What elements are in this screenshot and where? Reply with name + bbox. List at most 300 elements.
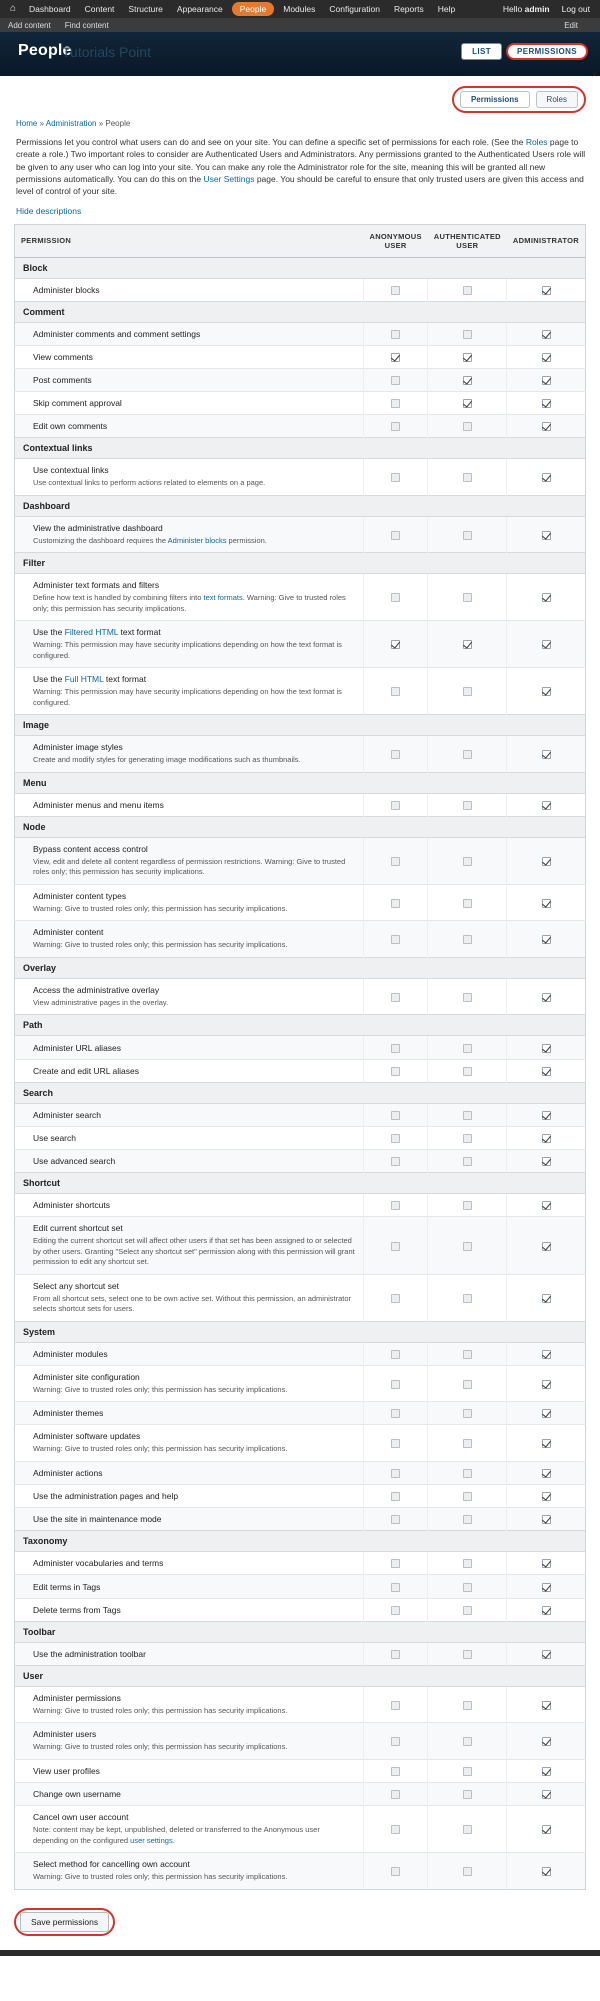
checkbox-administrator[interactable]	[542, 687, 551, 696]
permission-checkbox-cell-anonymous-user[interactable]	[363, 1485, 427, 1508]
checkbox-administrator[interactable]	[542, 993, 551, 1002]
permission-checkbox-cell-anonymous-user[interactable]	[363, 574, 427, 621]
checkbox-administrator[interactable]	[542, 1111, 551, 1120]
checkbox-administrator[interactable]	[542, 1350, 551, 1359]
permission-checkbox-cell-authenticated-user[interactable]	[428, 345, 507, 368]
checkbox-anonymous-user[interactable]	[391, 1111, 400, 1120]
permission-checkbox-cell-authenticated-user[interactable]	[428, 1723, 507, 1760]
permission-row	[15, 621, 586, 668]
toolbar-item-modules[interactable]: Modules	[283, 4, 316, 14]
checkbox-administrator[interactable]	[542, 376, 551, 385]
checkbox-administrator[interactable]	[542, 330, 551, 339]
permission-checkbox-cell-authenticated-user[interactable]	[428, 884, 507, 921]
checkbox-anonymous-user[interactable]	[391, 1380, 400, 1389]
permission-checkbox-cell-authenticated-user[interactable]	[428, 415, 507, 438]
checkbox-anonymous-user[interactable]	[391, 1559, 400, 1568]
checkbox-authenticated-user[interactable]	[463, 1825, 472, 1834]
permission-checkbox-cell-anonymous-user[interactable]	[363, 1342, 427, 1365]
checkbox-anonymous-user[interactable]	[391, 1825, 400, 1834]
permission-checkbox-cell-authenticated-user[interactable]	[428, 1425, 507, 1462]
permission-checkbox-cell-authenticated-user[interactable]	[428, 1853, 507, 1890]
checkbox-authenticated-user[interactable]	[463, 1350, 472, 1359]
permission-checkbox-cell-administrator[interactable]	[507, 1552, 586, 1575]
checkbox-authenticated-user[interactable]	[463, 1701, 472, 1710]
permission-checkbox-cell-authenticated-user[interactable]	[428, 978, 507, 1015]
permission-title-link[interactable]: Filtered HTML	[64, 627, 119, 638]
checkbox-anonymous-user[interactable]	[391, 1294, 400, 1303]
permission-checkbox-cell-administrator[interactable]	[507, 793, 586, 816]
checkbox-anonymous-user[interactable]	[391, 1583, 400, 1592]
checkbox-authenticated-user[interactable]	[463, 750, 472, 759]
permission-checkbox-cell-anonymous-user[interactable]	[363, 1782, 427, 1805]
checkbox-authenticated-user[interactable]	[463, 1606, 472, 1615]
checkbox-anonymous-user[interactable]	[391, 801, 400, 810]
checkbox-administrator[interactable]	[542, 1767, 551, 1776]
checkbox-authenticated-user[interactable]	[463, 1111, 472, 1120]
permission-checkbox-cell-authenticated-user[interactable]	[428, 368, 507, 391]
permission-checkbox-cell-anonymous-user[interactable]	[363, 1103, 427, 1126]
checkbox-anonymous-user[interactable]	[391, 353, 400, 362]
checkbox-anonymous-user[interactable]	[391, 1201, 400, 1210]
checkbox-authenticated-user[interactable]	[463, 1294, 472, 1303]
permission-checkbox-cell-administrator[interactable]	[507, 345, 586, 368]
primary-tabs[interactable]	[461, 43, 588, 60]
checkbox-administrator[interactable]	[542, 1515, 551, 1524]
permission-cell	[15, 1217, 364, 1275]
permission-checkbox-cell-administrator[interactable]	[507, 278, 586, 301]
permission-checkbox-cell-administrator[interactable]	[507, 978, 586, 1015]
permission-checkbox-cell-administrator[interactable]	[507, 415, 586, 438]
permission-checkbox-cell-authenticated-user[interactable]	[428, 1126, 507, 1149]
checkbox-anonymous-user[interactable]	[391, 1044, 400, 1053]
module-name: Filter	[15, 553, 586, 574]
checkbox-authenticated-user[interactable]	[463, 531, 472, 540]
checkbox-administrator[interactable]	[542, 801, 551, 810]
checkbox-administrator[interactable]	[542, 1559, 551, 1568]
checkbox-authenticated-user[interactable]	[463, 1650, 472, 1659]
permission-checkbox-cell-anonymous-user[interactable]	[363, 1461, 427, 1484]
checkbox-anonymous-user[interactable]	[391, 1737, 400, 1746]
checkbox-anonymous-user[interactable]	[391, 899, 400, 908]
checkbox-authenticated-user[interactable]	[463, 1790, 472, 1799]
checkbox-authenticated-user[interactable]	[463, 1492, 472, 1501]
checkbox-anonymous-user[interactable]	[391, 1867, 400, 1876]
permission-checkbox-cell-anonymous-user[interactable]	[363, 736, 427, 773]
permission-checkbox-cell-authenticated-user[interactable]	[428, 1461, 507, 1484]
checkbox-authenticated-user[interactable]	[463, 1439, 472, 1448]
secondary-tabs[interactable]	[14, 86, 586, 113]
checkbox-administrator[interactable]	[542, 1701, 551, 1710]
permission-checkbox-cell-anonymous-user[interactable]	[363, 1686, 427, 1723]
permission-checkbox-cell-administrator[interactable]	[507, 574, 586, 621]
checkbox-authenticated-user[interactable]	[463, 1867, 472, 1876]
permission-checkbox-cell-anonymous-user[interactable]	[363, 668, 427, 715]
permission-checkbox-cell-authenticated-user[interactable]	[428, 921, 507, 958]
checkbox-administrator[interactable]	[542, 857, 551, 866]
checkbox-administrator[interactable]	[542, 1439, 551, 1448]
checkbox-administrator[interactable]	[542, 353, 551, 362]
permission-checkbox-cell-authenticated-user[interactable]	[428, 1365, 507, 1402]
account-name[interactable]: admin	[524, 4, 550, 14]
permission-checkbox-cell-administrator[interactable]	[507, 1723, 586, 1760]
permission-checkbox-cell-administrator[interactable]	[507, 1274, 586, 1321]
permission-checkbox-cell-anonymous-user[interactable]	[363, 978, 427, 1015]
account-greeting	[497, 4, 556, 14]
checkbox-authenticated-user[interactable]	[463, 593, 472, 602]
permission-checkbox-cell-anonymous-user[interactable]	[363, 884, 427, 921]
checkbox-administrator[interactable]	[542, 1157, 551, 1166]
checkbox-authenticated-user[interactable]	[463, 1067, 472, 1076]
checkbox-anonymous-user[interactable]	[391, 1242, 400, 1251]
user-settings-link[interactable]: User Settings	[203, 173, 255, 184]
permission-checkbox-cell-authenticated-user[interactable]	[428, 621, 507, 668]
permission-checkbox-cell-anonymous-user[interactable]	[363, 278, 427, 301]
permission-description-link[interactable]: text formats	[203, 593, 243, 603]
permission-checkbox-cell-administrator[interactable]	[507, 921, 586, 958]
permission-checkbox-cell-anonymous-user[interactable]	[363, 415, 427, 438]
permission-checkbox-cell-anonymous-user[interactable]	[363, 793, 427, 816]
checkbox-administrator[interactable]	[542, 899, 551, 908]
checkbox-administrator[interactable]	[542, 422, 551, 431]
checkbox-administrator[interactable]	[542, 1242, 551, 1251]
permission-checkbox-cell-authenticated-user[interactable]	[428, 1552, 507, 1575]
permission-title: Use the site in maintenance mode	[33, 1514, 162, 1525]
permission-title-link[interactable]: Full HTML	[64, 674, 104, 685]
checkbox-authenticated-user[interactable]	[463, 1515, 472, 1524]
checkbox-administrator[interactable]	[542, 1294, 551, 1303]
checkbox-anonymous-user[interactable]	[391, 422, 400, 431]
checkbox-administrator[interactable]	[542, 935, 551, 944]
checkbox-administrator[interactable]	[542, 473, 551, 482]
checkbox-anonymous-user[interactable]	[391, 687, 400, 696]
permission-checkbox-cell-authenticated-user[interactable]	[428, 736, 507, 773]
permission-checkbox-cell-anonymous-user[interactable]	[363, 1217, 427, 1275]
permission-checkbox-cell-authenticated-user[interactable]	[428, 574, 507, 621]
checkbox-authenticated-user[interactable]	[463, 1583, 472, 1592]
permission-checkbox-cell-authenticated-user[interactable]	[428, 1598, 507, 1621]
permission-checkbox-cell-anonymous-user[interactable]	[363, 322, 427, 345]
checkbox-authenticated-user[interactable]	[463, 935, 472, 944]
permission-checkbox-cell-authenticated-user[interactable]	[428, 1149, 507, 1172]
permission-checkbox-cell-anonymous-user[interactable]	[363, 1149, 427, 1172]
permission-checkbox-cell-administrator[interactable]	[507, 1806, 586, 1853]
permission-checkbox-cell-administrator[interactable]	[507, 1059, 586, 1082]
permission-description-link[interactable]: Administer blocks	[167, 535, 227, 545]
permission-row	[15, 793, 586, 816]
permission-checkbox-cell-administrator[interactable]	[507, 1485, 586, 1508]
permission-checkbox-cell-anonymous-user[interactable]	[363, 1853, 427, 1890]
checkbox-administrator[interactable]	[542, 1825, 551, 1834]
checkbox-administrator[interactable]	[542, 1492, 551, 1501]
permission-checkbox-cell-authenticated-user[interactable]	[428, 1642, 507, 1665]
permission-checkbox-cell-authenticated-user[interactable]	[428, 1575, 507, 1598]
checkbox-anonymous-user[interactable]	[391, 593, 400, 602]
checkbox-authenticated-user[interactable]	[463, 993, 472, 1002]
checkbox-authenticated-user[interactable]	[463, 353, 472, 362]
checkbox-anonymous-user[interactable]	[391, 1350, 400, 1359]
permission-checkbox-cell-administrator[interactable]	[507, 1217, 586, 1275]
permission-checkbox-cell-anonymous-user[interactable]	[363, 1126, 427, 1149]
permission-title: Administer menus and menu items	[33, 799, 164, 810]
roles-link[interactable]: Roles	[525, 137, 548, 147]
checkbox-administrator[interactable]	[542, 1737, 551, 1746]
permission-checkbox-cell-anonymous-user[interactable]	[363, 1806, 427, 1853]
permission-checkbox-cell-authenticated-user[interactable]	[428, 278, 507, 301]
permission-checkbox-cell-anonymous-user[interactable]	[363, 621, 427, 668]
permission-title: Select method for cancelling own account	[33, 1859, 190, 1870]
toolbar-item-reports[interactable]: Reports	[393, 4, 424, 14]
checkbox-anonymous-user[interactable]	[391, 1067, 400, 1076]
checkbox-authenticated-user[interactable]	[463, 1242, 472, 1251]
checkbox-administrator[interactable]	[542, 1606, 551, 1615]
permission-checkbox-cell-administrator[interactable]	[507, 1853, 586, 1890]
permission-checkbox-cell-authenticated-user[interactable]	[428, 1274, 507, 1321]
permission-checkbox-cell-anonymous-user[interactable]	[363, 459, 427, 496]
permission-checkbox-cell-anonymous-user[interactable]	[363, 1642, 427, 1665]
permission-checkbox-cell-administrator[interactable]	[507, 392, 586, 415]
permission-checkbox-cell-administrator[interactable]	[507, 1508, 586, 1531]
toolbar-item-appearance[interactable]: Appearance	[176, 4, 223, 14]
permission-checkbox-cell-authenticated-user[interactable]	[428, 1759, 507, 1782]
permission-checkbox-cell-administrator[interactable]	[507, 1194, 586, 1217]
permission-checkbox-cell-administrator[interactable]	[507, 1598, 586, 1621]
toolbar-item-configuration[interactable]: Configuration	[329, 4, 380, 14]
permission-checkbox-cell-anonymous-user[interactable]	[363, 921, 427, 958]
tab-list[interactable]: LIST	[461, 43, 502, 60]
permission-checkbox-cell-anonymous-user[interactable]	[363, 1759, 427, 1782]
permission-description-link[interactable]: user settings	[130, 1835, 173, 1845]
checkbox-administrator[interactable]	[542, 750, 551, 759]
permission-checkbox-cell-authenticated-user[interactable]	[428, 516, 507, 553]
permission-checkbox-cell-anonymous-user[interactable]	[363, 516, 427, 553]
permission-checkbox-cell-authenticated-user[interactable]	[428, 1806, 507, 1853]
permission-checkbox-cell-anonymous-user[interactable]	[363, 1575, 427, 1598]
checkbox-anonymous-user[interactable]	[391, 1439, 400, 1448]
checkbox-authenticated-user[interactable]	[463, 1767, 472, 1776]
checkbox-anonymous-user[interactable]	[391, 399, 400, 408]
permission-checkbox-cell-administrator[interactable]	[507, 368, 586, 391]
permission-checkbox-cell-administrator[interactable]	[507, 1342, 586, 1365]
permission-checkbox-cell-authenticated-user[interactable]	[428, 1402, 507, 1425]
checkbox-anonymous-user[interactable]	[391, 993, 400, 1002]
checkbox-administrator[interactable]	[542, 1650, 551, 1659]
checkbox-administrator[interactable]	[542, 1044, 551, 1053]
permission-checkbox-cell-administrator[interactable]	[507, 1575, 586, 1598]
permission-checkbox-cell-anonymous-user[interactable]	[363, 392, 427, 415]
checkbox-authenticated-user[interactable]	[463, 1409, 472, 1418]
permission-checkbox-cell-anonymous-user[interactable]	[363, 1365, 427, 1402]
permission-checkbox-cell-administrator[interactable]	[507, 884, 586, 921]
checkbox-anonymous-user[interactable]	[391, 473, 400, 482]
checkbox-authenticated-user[interactable]	[463, 1201, 472, 1210]
permission-checkbox-cell-administrator[interactable]	[507, 837, 586, 884]
module-name: Contextual links	[15, 438, 586, 459]
toolbar-item-structure[interactable]: Structure	[128, 4, 163, 14]
checkbox-administrator[interactable]	[542, 1583, 551, 1592]
permission-checkbox-cell-administrator[interactable]	[507, 1686, 586, 1723]
checkbox-anonymous-user[interactable]	[391, 750, 400, 759]
permission-checkbox-cell-administrator[interactable]	[507, 668, 586, 715]
toolbar-item-dashboard[interactable]: Dashboard	[29, 4, 71, 14]
permission-checkbox-cell-administrator[interactable]	[507, 1126, 586, 1149]
checkbox-authenticated-user[interactable]	[463, 376, 472, 385]
permission-checkbox-cell-anonymous-user[interactable]	[363, 368, 427, 391]
permission-checkbox-cell-anonymous-user[interactable]	[363, 1059, 427, 1082]
checkbox-anonymous-user[interactable]	[391, 1134, 400, 1143]
permission-checkbox-cell-administrator[interactable]	[507, 1365, 586, 1402]
checkbox-anonymous-user[interactable]	[391, 286, 400, 295]
permission-row	[15, 1759, 586, 1782]
permission-checkbox-cell-administrator[interactable]	[507, 516, 586, 553]
permission-checkbox-cell-administrator[interactable]	[507, 1036, 586, 1059]
permission-checkbox-cell-administrator[interactable]	[507, 322, 586, 345]
permission-checkbox-cell-authenticated-user[interactable]	[428, 837, 507, 884]
checkbox-administrator[interactable]	[542, 1409, 551, 1418]
checkbox-anonymous-user[interactable]	[391, 1409, 400, 1418]
permission-checkbox-cell-authenticated-user[interactable]	[428, 1485, 507, 1508]
checkbox-anonymous-user[interactable]	[391, 376, 400, 385]
checkbox-anonymous-user[interactable]	[391, 1767, 400, 1776]
permission-checkbox-cell-anonymous-user[interactable]	[363, 1508, 427, 1531]
permission-checkbox-cell-administrator[interactable]	[507, 1402, 586, 1425]
checkbox-authenticated-user[interactable]	[463, 1134, 472, 1143]
permission-checkbox-cell-authenticated-user[interactable]	[428, 668, 507, 715]
checkbox-anonymous-user[interactable]	[391, 1701, 400, 1710]
permission-checkbox-cell-authenticated-user[interactable]	[428, 1194, 507, 1217]
checkbox-authenticated-user[interactable]	[463, 422, 472, 431]
checkbox-administrator[interactable]	[542, 531, 551, 540]
subtab-permissions[interactable]: Permissions	[460, 91, 530, 108]
toolbar-item-help[interactable]: Help	[437, 4, 456, 14]
permission-checkbox-cell-authenticated-user[interactable]	[428, 1059, 507, 1082]
checkbox-administrator[interactable]	[542, 1380, 551, 1389]
admin-toolbar[interactable]	[0, 0, 600, 18]
checkbox-authenticated-user[interactable]	[463, 687, 472, 696]
checkbox-administrator[interactable]	[542, 1469, 551, 1478]
permission-checkbox-cell-administrator[interactable]	[507, 621, 586, 668]
permission-checkbox-cell-authenticated-user[interactable]	[428, 793, 507, 816]
checkbox-administrator[interactable]	[542, 1201, 551, 1210]
checkbox-authenticated-user[interactable]	[463, 801, 472, 810]
checkbox-authenticated-user[interactable]	[463, 1044, 472, 1053]
permission-checkbox-cell-authenticated-user[interactable]	[428, 392, 507, 415]
permission-checkbox-cell-anonymous-user[interactable]	[363, 1425, 427, 1462]
checkbox-authenticated-user[interactable]	[463, 1559, 472, 1568]
checkbox-authenticated-user[interactable]	[463, 899, 472, 908]
permission-checkbox-cell-anonymous-user[interactable]	[363, 1274, 427, 1321]
logout-link[interactable]: Log out	[561, 4, 590, 14]
permission-cell	[15, 1642, 364, 1665]
checkbox-administrator[interactable]	[542, 640, 551, 649]
checkbox-anonymous-user[interactable]	[391, 1157, 400, 1166]
permission-checkbox-cell-administrator[interactable]	[507, 1103, 586, 1126]
checkbox-administrator[interactable]	[542, 399, 551, 408]
permission-checkbox-cell-authenticated-user[interactable]	[428, 322, 507, 345]
checkbox-anonymous-user[interactable]	[391, 531, 400, 540]
permission-checkbox-cell-authenticated-user[interactable]	[428, 1342, 507, 1365]
permission-checkbox-cell-administrator[interactable]	[507, 1782, 586, 1805]
toolbar-item-content[interactable]: Content	[84, 4, 115, 14]
shortcut-find-content[interactable]: Find content	[64, 20, 109, 30]
checkbox-authenticated-user[interactable]	[463, 857, 472, 866]
checkbox-anonymous-user[interactable]	[391, 1606, 400, 1615]
checkbox-authenticated-user[interactable]	[463, 1380, 472, 1389]
permission-checkbox-cell-anonymous-user[interactable]	[363, 1723, 427, 1760]
save-permissions-button[interactable]: Save permissions	[20, 1912, 109, 1932]
checkbox-administrator[interactable]	[542, 1867, 551, 1876]
permission-checkbox-cell-authenticated-user[interactable]	[428, 1508, 507, 1531]
checkbox-anonymous-user[interactable]	[391, 1790, 400, 1799]
permission-checkbox-cell-authenticated-user[interactable]	[428, 1036, 507, 1059]
close-icon[interactable]: ✕	[591, 70, 598, 79]
permission-row	[15, 1508, 586, 1531]
checkbox-anonymous-user[interactable]	[391, 1650, 400, 1659]
subtab-roles[interactable]: Roles	[536, 91, 578, 108]
checkbox-authenticated-user[interactable]	[463, 330, 472, 339]
checkbox-authenticated-user[interactable]	[463, 640, 472, 649]
permission-checkbox-cell-authenticated-user[interactable]	[428, 1782, 507, 1805]
checkbox-anonymous-user[interactable]	[391, 1469, 400, 1478]
checkbox-anonymous-user[interactable]	[391, 935, 400, 944]
permission-checkbox-cell-administrator[interactable]	[507, 1149, 586, 1172]
permission-checkbox-cell-anonymous-user[interactable]	[363, 1036, 427, 1059]
home-icon[interactable]: ⌂	[10, 3, 17, 14]
permission-checkbox-cell-authenticated-user[interactable]	[428, 1103, 507, 1126]
module-name: Node	[15, 816, 586, 837]
checkbox-administrator[interactable]	[542, 1067, 551, 1076]
permission-checkbox-cell-authenticated-user[interactable]	[428, 1217, 507, 1275]
checkbox-authenticated-user[interactable]	[463, 286, 472, 295]
checkbox-authenticated-user[interactable]	[463, 473, 472, 482]
permission-checkbox-cell-administrator[interactable]	[507, 459, 586, 496]
shortcut-add-content[interactable]: Add content	[8, 20, 51, 30]
shortcut-bar[interactable]	[0, 18, 600, 32]
hide-descriptions-link[interactable]: Hide descriptions	[16, 205, 82, 216]
breadcrumb-home[interactable]: Home	[16, 119, 38, 128]
checkbox-authenticated-user[interactable]	[463, 399, 472, 408]
checkbox-administrator[interactable]	[542, 1790, 551, 1799]
permission-checkbox-cell-authenticated-user[interactable]	[428, 1686, 507, 1723]
permission-checkbox-cell-anonymous-user[interactable]	[363, 1194, 427, 1217]
checkbox-administrator[interactable]	[542, 1134, 551, 1143]
permission-checkbox-cell-anonymous-user[interactable]	[363, 1598, 427, 1621]
permission-checkbox-cell-administrator[interactable]	[507, 736, 586, 773]
checkbox-anonymous-user[interactable]	[391, 1515, 400, 1524]
breadcrumb-administration[interactable]: Administration	[45, 119, 97, 128]
checkbox-administrator[interactable]	[542, 286, 551, 295]
checkbox-anonymous-user[interactable]	[391, 640, 400, 649]
permission-checkbox-cell-administrator[interactable]	[507, 1642, 586, 1665]
checkbox-authenticated-user[interactable]	[463, 1469, 472, 1478]
permission-checkbox-cell-anonymous-user[interactable]	[363, 1402, 427, 1425]
tab-permissions[interactable]: PERMISSIONS	[506, 43, 588, 60]
checkbox-anonymous-user[interactable]	[391, 330, 400, 339]
permission-checkbox-cell-administrator[interactable]	[507, 1425, 586, 1462]
checkbox-authenticated-user[interactable]	[463, 1737, 472, 1746]
permission-checkbox-cell-administrator[interactable]	[507, 1759, 586, 1782]
checkbox-anonymous-user[interactable]	[391, 857, 400, 866]
shortcut-edit-link[interactable]: Edit	[564, 20, 578, 30]
checkbox-anonymous-user[interactable]	[391, 1492, 400, 1501]
checkbox-administrator[interactable]	[542, 593, 551, 602]
permission-checkbox-cell-anonymous-user[interactable]	[363, 837, 427, 884]
toolbar-item-people[interactable]: People	[232, 2, 274, 16]
permission-checkbox-cell-authenticated-user[interactable]	[428, 459, 507, 496]
checkbox-authenticated-user[interactable]	[463, 1157, 472, 1166]
permission-checkbox-cell-anonymous-user[interactable]	[363, 1552, 427, 1575]
permission-checkbox-cell-administrator[interactable]	[507, 1461, 586, 1484]
permission-checkbox-cell-anonymous-user[interactable]	[363, 345, 427, 368]
